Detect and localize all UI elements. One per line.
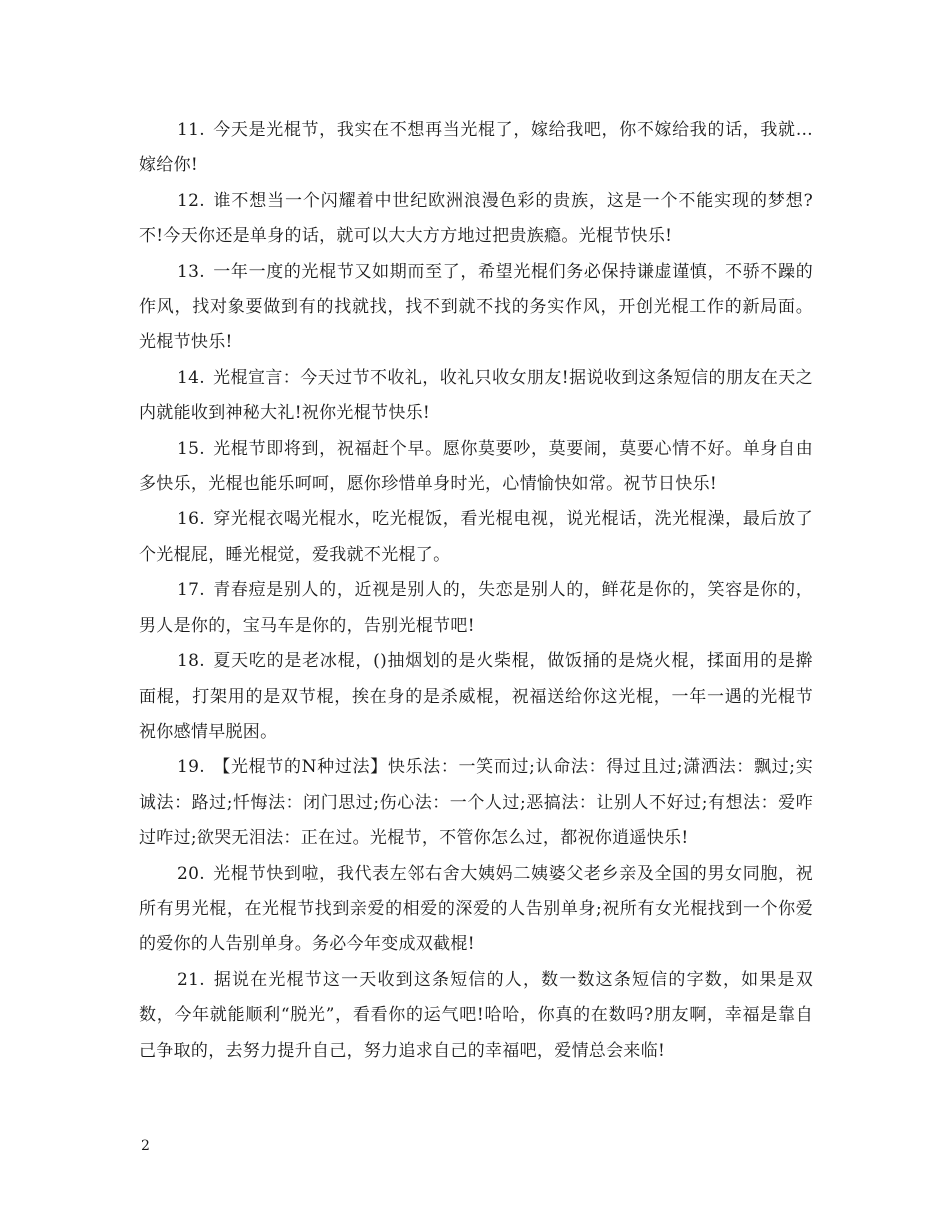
list-item [139,184,813,255]
item-text: 今天是光棍节，我实在不想再当光棍了，嫁给我吧，你不嫁给我的话，我就…嫁给你! [139,120,813,176]
document-body [139,113,813,1069]
item-number: 15. [177,438,205,459]
item-number: 21. [177,969,205,990]
item-text: 谁不想当一个闪耀着中世纪欧洲浪漫色彩的贵族，这是一个不能实现的梦想?不!今天你还是单身的话，就可以大大方方地过把贵族瘾。光棍节快乐! [139,190,813,247]
item-text: 光棍宣言：今天过节不收礼，收礼只收女朋友!据说收到这条短信的朋友在天之内就能收到神秘大礼!祝你光棍节快乐! [139,367,813,424]
item-number: 19. [177,757,205,778]
list-item [139,963,813,1069]
list-item [139,361,813,432]
item-number: 16. [177,509,205,530]
item-text: 一年一度的光棍节又如期而至了，希望光棍们务必保持谦虚谨慎，不骄不躁的作风，找对象要做到有的找就找，找不到就不找的务实作风，开创光棍工作的新局面。光棍节快乐! [139,261,813,353]
item-number: 13. [177,261,205,282]
item-number: 11. [177,120,205,140]
item-text: 光棍节快到啦，我代表左邻右舍大姨妈二姨婆父老乡亲及全国的男女同胞，祝所有男光棍，在光棍节找到亲爱的相爱的深爱的人告别单身;祝所有女光棍找到一个你爱的爱你的人告别单身。务必今年变成双截棍! [139,863,813,955]
list-item [139,432,813,503]
item-text: 夏天吃的是老冰棍，()抽烟划的是火柴棍，做饭捅的是烧火棍，揉面用的是擀面棍，打架用的是双节棍，挨在身的是杀威棍，祝福送给你这光棍，一年一遇的光棍节祝你感情早脱困。 [139,651,813,742]
list-item [139,573,813,644]
item-number: 17. [177,580,205,601]
list-item [139,113,813,184]
list-item [139,644,813,750]
list-item [139,255,813,361]
item-text: 青春痘是别人的，近视是别人的，失恋是别人的，鲜花是你的，笑容是你的，男人是你的，宝马车是你的，告别光棍节吧! [139,580,813,636]
item-text: 【光棍节的N种过法】快乐法：一笑而过;认命法：得过且过;潇洒法：飘过;实诚法：路过;忏悔法：闭门思过;伤心法：一个人过;恶搞法：让别人不好过;有想法：爱咋过咋过;欲哭无泪法：正在过。光棍节，不管你怎么过，都祝你逍遥快乐! [139,757,813,849]
item-number: 20. [177,863,205,884]
item-number: 14. [177,367,205,388]
page-number: 2 [141,1138,150,1154]
item-text: 据说在光棍节这一天收到这条短信的人，数一数这条短信的字数，如果是双数，今年就能顺利“脱光”，看看你的运气吧!哈哈，你真的在数吗?朋友啊，幸福是靠自己争取的，去努力提升自己，努力追求自己的幸福吧，爱情总会来临! [139,969,813,1061]
list-item [139,502,813,573]
list-item [139,857,813,963]
item-number: 18. [177,651,205,672]
item-number: 12. [177,190,205,211]
list-item [139,750,813,856]
item-text: 穿光棍衣喝光棍水，吃光棍饭，看光棍电视，说光棍话，洗光棍澡，最后放了个光棍屁，睡光棍觉，爱我就不光棍了。 [139,509,813,565]
item-text: 光棍节即将到，祝福赶个早。愿你莫要吵，莫要闹，莫要心情不好。单身自由多快乐，光棍也能乐呵呵，愿你珍惜单身时光，心情愉快如常。祝节日快乐! [139,438,813,495]
